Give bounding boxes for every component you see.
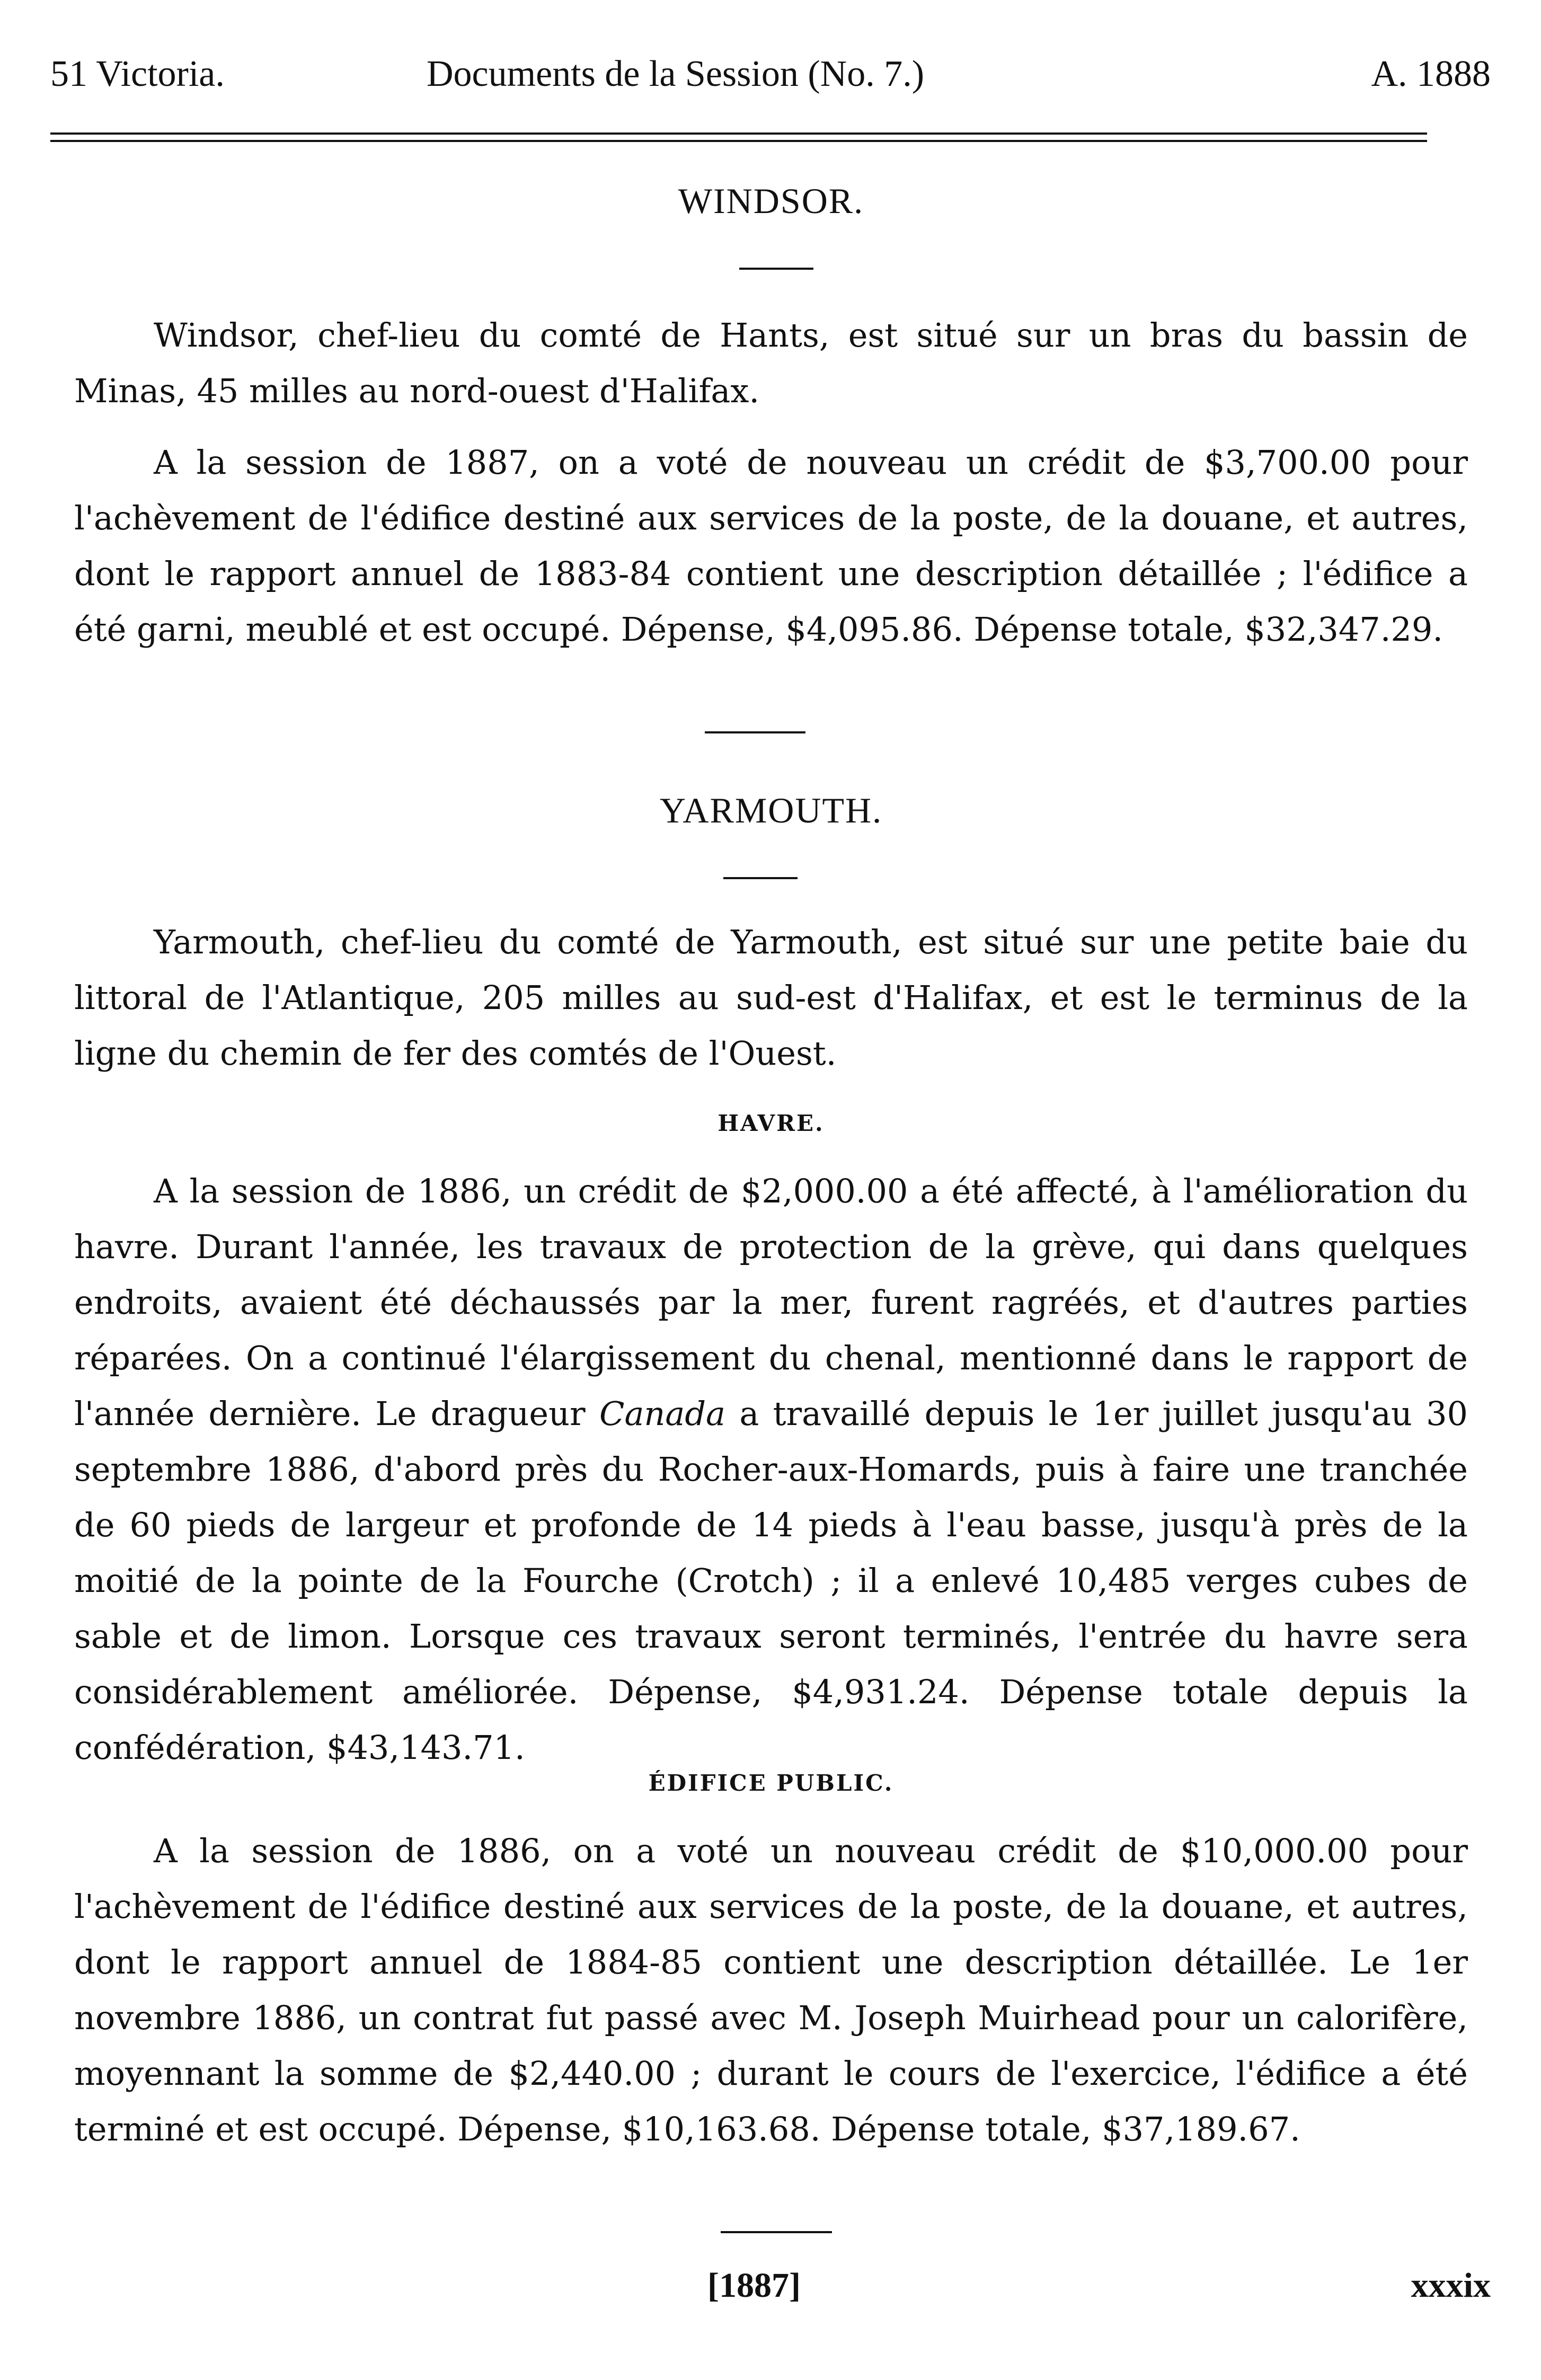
yarmouth-intro: Yarmouth, chef-lieu du comté de Yarmouth, est situé sur une petite baie du littoral de l'Atlantique, 205 milles au sud-est d'Halifax, et est le terminus de la ligne du chemin de fer des comtés de l'Ouest. — [74, 923, 1468, 1073]
header-volume: 51 Victoria. — [50, 54, 225, 94]
havre-text-before: A la session de 1886, un crédit de $2,000.00 a été affecté, à l'amélioration du havre. Durant l'année, les travaux de protection de la grève, qui dans quelques endroits, avaient été déchaussés par la mer, furent ragréés, et d'autres parties réparées. On a continué l'élargissement du chenal, mentionné dans le rapport de l'année dernière. Le dragueur — [74, 1172, 1468, 1433]
windsor-intro: Windsor, chef-lieu du comté de Hants, est situé sur un bras du bassin de Minas, 45 milles au nord-ouest d'Halifax. — [74, 316, 1468, 410]
header-title: Documents de la Session (No. 7.) — [427, 54, 925, 94]
edifice-heading: ÉDIFICE PUBLIC. — [648, 1770, 894, 1796]
page-number: xxxix — [1411, 2266, 1491, 2305]
windsor-credit: A la session de 1887, on a voté de nouveau un crédit de $3,700.00 pour l'achèvement de l'édifice destiné aux services de la poste, de la douane, et autres, dont le rapport annuel de 1883-84 contient une description détaillée ; l'édifice a été garni, meublé et est occupé. Dépense, $4,095.86. Dépense totale, $32,347.29. — [74, 443, 1468, 649]
yarmouth-heading: YARMOUTH. — [659, 790, 883, 830]
windsor-heading: WINDSOR. — [678, 181, 864, 221]
yarmouth-rule — [723, 877, 798, 879]
windsor-rule — [739, 268, 813, 270]
havre-heading: HAVRE. — [718, 1110, 825, 1136]
footer-rule — [721, 2231, 832, 2233]
section-divider — [705, 731, 805, 733]
havre-text-after: a travaillé depuis le 1er juillet jusqu'au 30 septembre 1886, d'abord près du Rocher-aux-Homards, puis à faire une tranchée de 60 pieds de largeur et profonde de 14 pieds à l'eau basse, jusqu'à près de la moitié de la pointe de la Fourche (Crotch) ; il a enlevé 10,485 verges cubes de sable et de limon. Lorsque ces travaux seront terminés, l'entrée du havre sera considérablement améliorée. Dépense, $4,931.24. Dépense totale depuis la confédération, $43,143.71. — [74, 1394, 1468, 1767]
edifice-paragraph: A la session de 1886, on a voté un nouveau crédit de $10,000.00 pour l'achèvement de l'édifice destiné aux services de la poste, de la douane, et autres, dont le rapport annuel de 1884-85 contient une description détaillée. Le 1er novembre 1886, un contrat fut passé avec M. Joseph Muirhead pour un calorifère, moyennant la somme de $2,440.00 ; durant le cours de l'exercice, l'édifice a été terminé et est occupé. Dépense, $10,163.68. Dépense totale, $37,189.67. — [74, 1832, 1468, 2148]
footer-year: [1887] — [707, 2266, 801, 2305]
header-double-rule — [50, 132, 1427, 142]
header-year: A. 1888 — [1371, 54, 1491, 94]
running-header — [50, 53, 1491, 95]
dredge-name: Canada — [599, 1394, 725, 1433]
havre-paragraph — [74, 1163, 1468, 1775]
